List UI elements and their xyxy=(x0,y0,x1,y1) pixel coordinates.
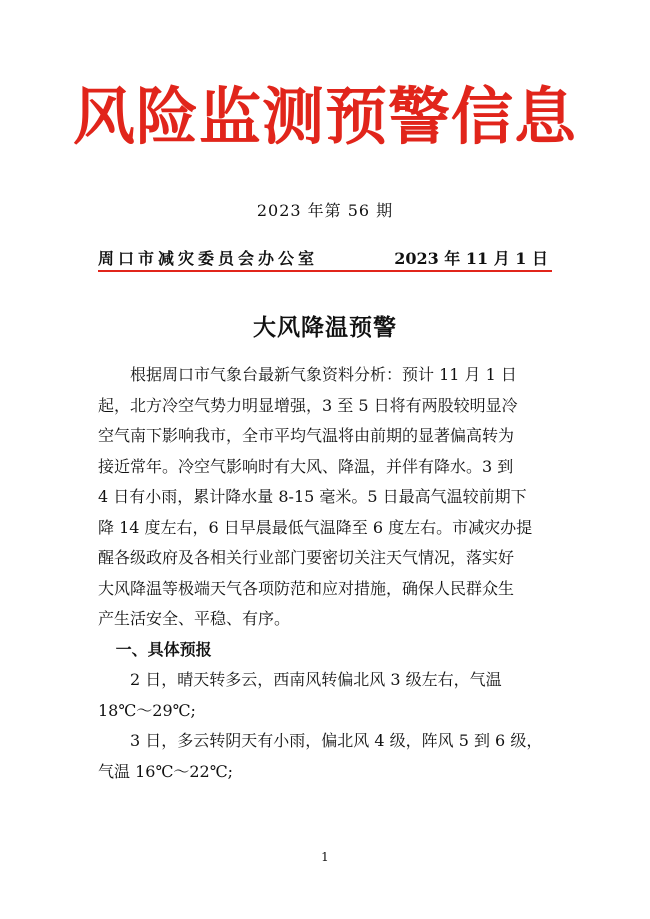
masthead-title: 风险监测预警信息 xyxy=(72,80,577,153)
issue-number: 2023 年第 56 期 xyxy=(256,201,394,220)
page-number: 1 xyxy=(321,850,329,864)
intro-line: 起，北方冷空气势力明显增强，3 至 5 日将有两股较明显冷 xyxy=(98,395,518,415)
section-heading: 一、具体预报 xyxy=(115,639,212,659)
intro-line: 产生活安全、平稳、有序。 xyxy=(98,609,291,628)
document-title: 大风降温预警 xyxy=(253,314,397,341)
intro-line: 空气南下影响我市，全市平均气温将由前期的显著偏高转为 xyxy=(98,426,515,445)
forecast-line: 3 日，多云转阴天有小雨，偏北风 4 级，阵风 5 到 6 级， xyxy=(130,731,543,750)
forecast-line: 2 日，晴天转多云，西南风转偏北风 3 级左右，气温 xyxy=(130,670,502,689)
intro-line: 根据周口市气象台最新气象资料分析：预计 11 月 1 日 xyxy=(130,365,517,384)
intro-line: 接近常年。冷空气影响时有大风、降温，并伴有降水。3 到 xyxy=(98,456,514,476)
forecast-line: 18℃～29℃; xyxy=(98,700,196,720)
issuing-office: 周口市减灾委员会办公室 xyxy=(98,249,319,268)
intro-line: 4 日有小雨，累计降水量 8-15 毫米。5 日最高气温较前期下 xyxy=(98,487,527,506)
forecast-line: 气温 16℃～22℃; xyxy=(98,761,233,781)
red-divider-line xyxy=(98,270,552,272)
issue-date: 2023 年 11 月 1 日 xyxy=(394,249,548,268)
meta-row xyxy=(98,246,552,268)
document-body xyxy=(98,360,552,787)
intro-line: 降 14 度左右，6 日早晨最低气温降至 6 度左右。市减灾办提 xyxy=(98,517,533,537)
intro-line: 醒各级政府及各相关行业部门要密切关注天气情况，落实好 xyxy=(98,548,515,567)
intro-line: 大风降温等极端天气各项防范和应对措施，确保人民群众生 xyxy=(98,578,515,598)
